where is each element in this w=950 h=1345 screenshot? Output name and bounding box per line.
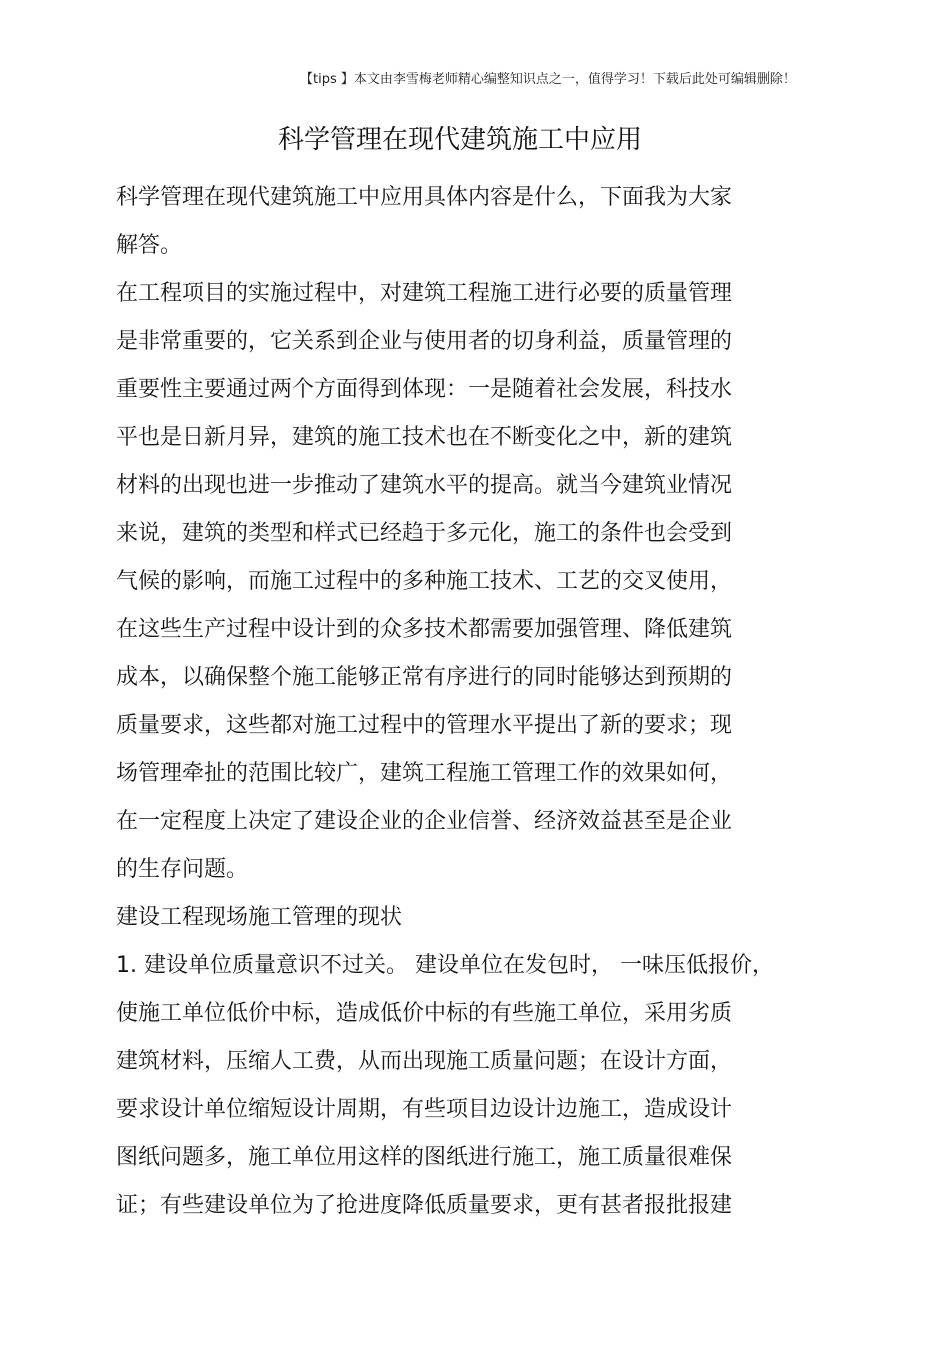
paragraph-line: 要求设计单位缩短设计周期，有些项目边设计边施工，造成设计 bbox=[116, 1097, 733, 1122]
paragraph-line: 的生存问题。 bbox=[116, 857, 249, 882]
tips-header-note: 【tips 】本文由李雪梅老师精心编整知识点之一，值得学习！下载后此处可编辑删除！ bbox=[300, 72, 796, 87]
paragraph-line: 图纸问题多，施工单位用这样的图纸进行施工，施工质量很难保 bbox=[116, 1145, 733, 1170]
paragraph-line: 在工程项目的实施过程中，对建筑工程施工进行必要的质量管理 bbox=[116, 281, 733, 306]
paragraph-line: 成本，以确保整个施工能够正常有序进行的同时能够达到预期的 bbox=[116, 665, 733, 690]
paragraph-line: 建筑材料，压缩人工费，从而出现施工质量问题；在设计方面， bbox=[116, 1049, 733, 1074]
list-item-line: 1. 建设单位质量意识不过关。 建设单位在发包时， 一味压低报价， bbox=[116, 953, 774, 978]
paragraph-line: 材料的出现也进一步推动了建筑水平的提高。就当今建筑业情况 bbox=[116, 473, 733, 498]
paragraph-line: 科学管理在现代建筑施工中应用具体内容是什么，下面我为大家 bbox=[116, 185, 733, 210]
paragraph-line: 是非常重要的，它关系到企业与使用者的切身利益，质量管理的 bbox=[116, 329, 733, 354]
paragraph-line: 气候的影响，而施工过程中的多种施工技术、工艺的交叉使用， bbox=[116, 569, 733, 594]
paragraph-line: 来说，建筑的类型和样式已经趋于多元化，施工的条件也会受到 bbox=[116, 521, 733, 546]
paragraph-line: 平也是日新月异，建筑的施工技术也在不断变化之中，新的建筑 bbox=[116, 425, 733, 450]
paragraph-line: 质量要求，这些都对施工过程中的管理水平提出了新的要求；现 bbox=[116, 713, 733, 738]
document-title: 科学管理在现代建筑施工中应用 bbox=[277, 125, 642, 155]
paragraph-line: 证；有些建设单位为了抢进度降低质量要求，更有甚者报批报建 bbox=[116, 1193, 733, 1218]
section-heading: 建设工程现场施工管理的现状 bbox=[116, 905, 403, 930]
document-body bbox=[116, 174, 916, 1230]
paragraph-line: 重要性主要通过两个方面得到体现：一是随着社会发展，科技水 bbox=[116, 377, 733, 402]
paragraph-line: 在一定程度上决定了建设企业的企业信誉、经济效益甚至是企业 bbox=[116, 809, 733, 834]
paragraph-line: 解答。 bbox=[116, 233, 183, 258]
paragraph-line: 使施工单位低价中标，造成低价中标的有些施工单位，采用劣质 bbox=[116, 1001, 733, 1026]
paragraph-line: 在这些生产过程中设计到的众多技术都需要加强管理、降低建筑 bbox=[116, 617, 733, 642]
paragraph-line: 场管理牵扯的范围比较广，建筑工程施工管理工作的效果如何， bbox=[116, 761, 733, 786]
